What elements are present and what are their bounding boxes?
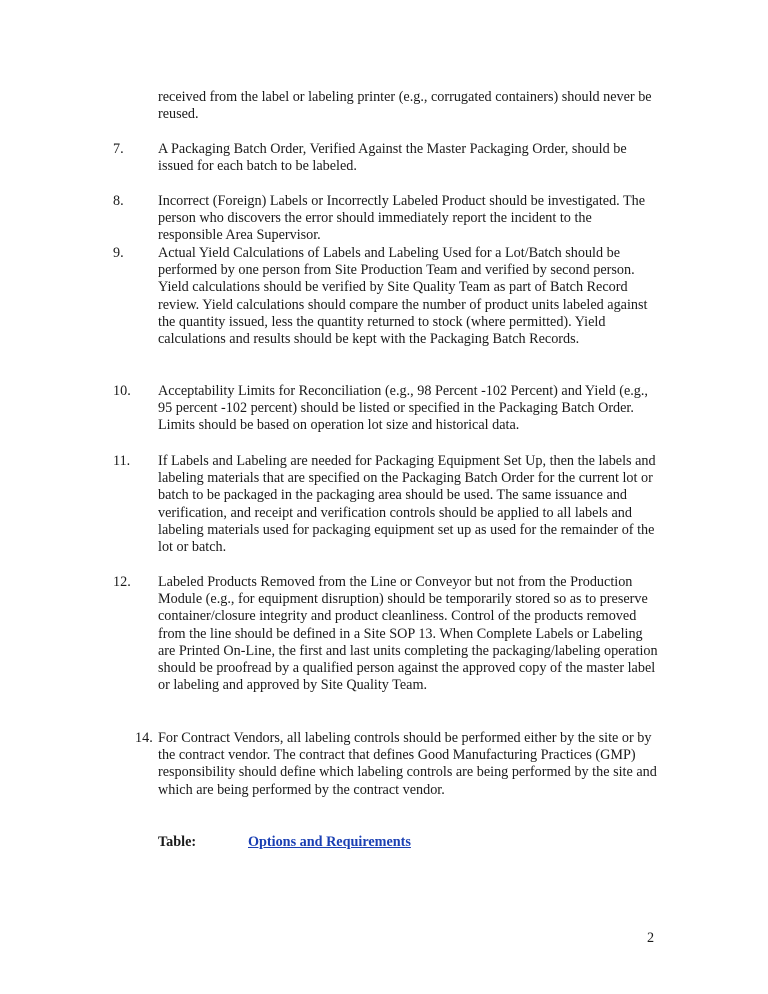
continuation-text: received from the label or labeling printer (e.g., corrugated containers) should never be reused.	[158, 89, 652, 123]
list-item-text: Acceptability Limits for Reconciliation (e.g., 98 Percent -102 Percent) and Yield (e.g., 95 percent -102 percent) should be listed or specified in the Packaging Batch Order. Limits should be based on operation lot size and historical data.	[158, 383, 648, 434]
page-number: 2	[647, 930, 655, 946]
list-item-text: Labeled Products Removed from the Line or Conveyor but not from the Production Module (e.g., for equipment disruption) should be temporarily stored so as to preserve container/closure integrity and product cleanliness. Control of the products removed from the line should be defined in a Site SOP 13. When Complete Labels or Labeling are Printed On-Line, the first and last units completing the packaging/labeling operation should be proofread by a qualified person against the approved copy of the master label or labeling and approved by Site Quality Team.	[158, 574, 658, 694]
list-item-text: A Packaging Batch Order, Verified Against the Master Packaging Order, should be issued for each batch to be labeled.	[158, 141, 627, 175]
list-item-number: 11.	[113, 453, 131, 469]
list-item-text: For Contract Vendors, all labeling controls should be performed either by the site or by the contract vendor. The contract that defines Good Manufacturing Practices (GMP) responsibility should define which labeling controls are being performed by the site and which are being performed by the contract vendor.	[158, 730, 657, 798]
list-item-number: 12.	[113, 574, 131, 590]
list-item-text: Actual Yield Calculations of Labels and Labeling Used for a Lot/Batch should be performed by one person from Site Production Team and verified by second person. Yield calculations should be verified by Site Quality Team as part of Batch Record review. Yield calculations should compare the number of product units labeled against the quantity issued, less the quantity returned to stock (where permitted). Yield calculations and results should be kept with the Packaging Batch Records.	[158, 245, 648, 348]
list-item-text: Incorrect (Foreign) Labels or Incorrectly Labeled Product should be investigated. The person who discovers the error should immediately report the incident to the responsible Area Supervisor.	[158, 193, 646, 244]
list-item-number: 14.	[135, 730, 153, 746]
list-item-number: 9.	[113, 245, 124, 261]
list-item-number: 7.	[113, 141, 124, 157]
list-item-number: 10.	[113, 383, 131, 399]
list-item-number: 8.	[113, 193, 124, 209]
list-item-text: If Labels and Labeling are needed for Packaging Equipment Set Up, then the labels and labeling materials that are specified on the Packaging Batch Order for the current lot or batch to be packaged in the packaging area should be used. The same issuance and verification, and receipt and verification controls should be applied to all labels and labeling materials used for packaging equipment set up as used for the remainder of the lot or batch.	[158, 453, 656, 556]
table-label: Table:	[158, 834, 197, 850]
options-requirements-link[interactable]: Options and Requirements	[248, 834, 411, 850]
